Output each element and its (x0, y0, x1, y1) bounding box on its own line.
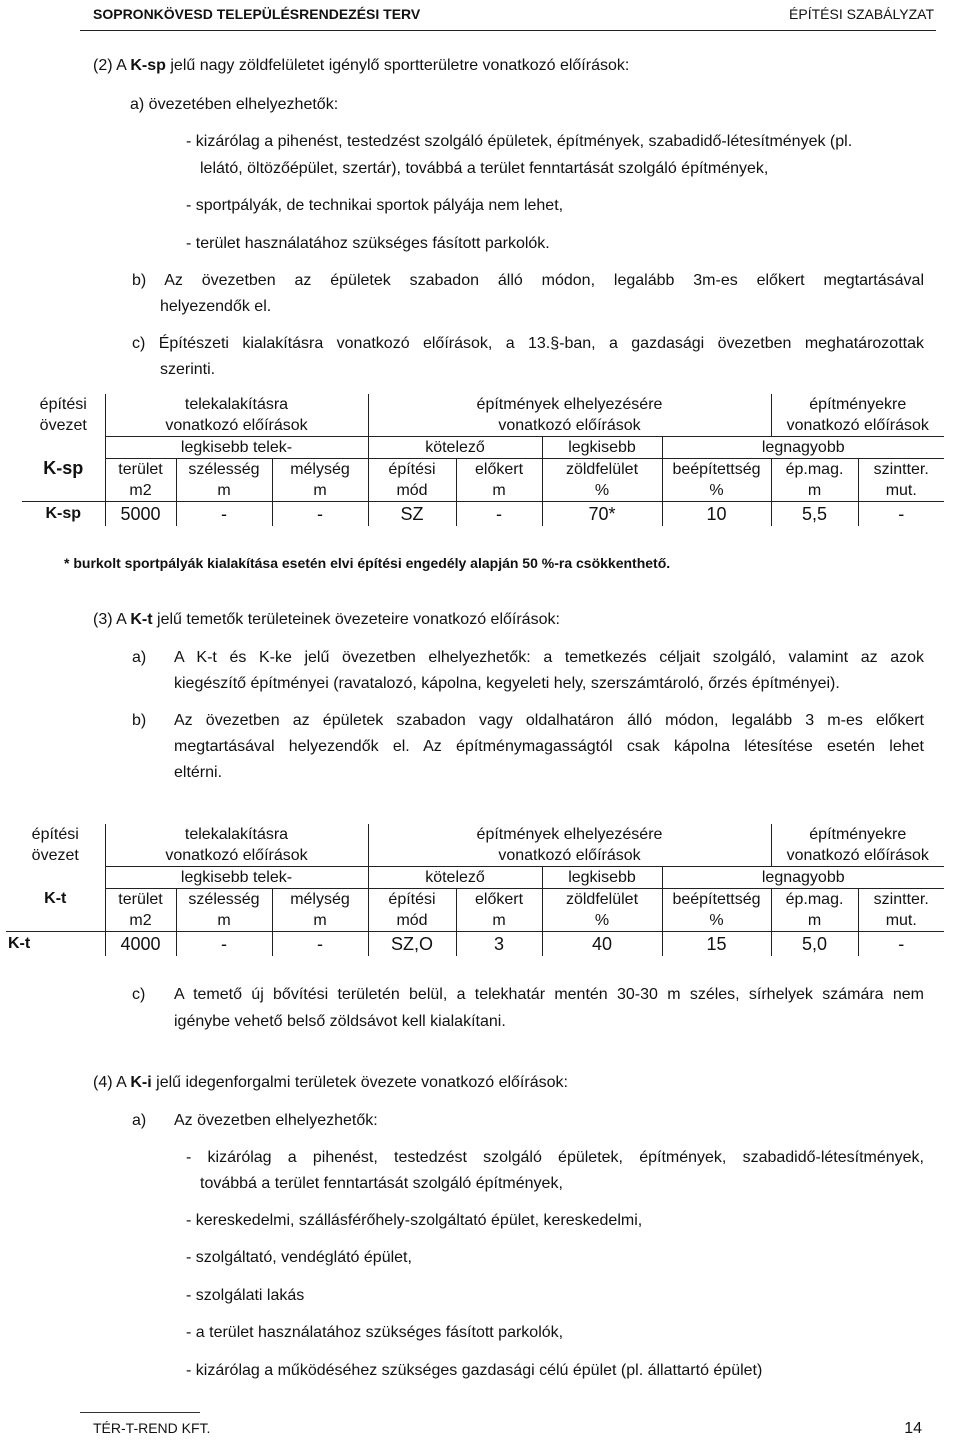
sec3-zone-code: K-t (130, 611, 153, 628)
sec4-intro (93, 1073, 568, 1093)
ksp-header-plot: telekalakításra vonatkozó előírások (105, 394, 368, 437)
kt-row-green: 40 (542, 932, 662, 957)
sec2-intro-rest: jelű nagy zöldfelületet igénylő sportterületre vonatkozó előírások: (165, 57, 630, 74)
sec2-item-1-cont: lelátó, öltözőépület, szertár), továbbá a terület fenntartását szolgáló építmények, (200, 160, 769, 177)
ksp-row-floor-ratio: - (858, 502, 944, 527)
kt-col-floor-ratio: szintter. mut. (873, 891, 929, 929)
ksp-sub-largest: legnagyobb (662, 437, 944, 459)
header-rule (80, 30, 936, 31)
ksp-col-frontyard: előkert m (456, 459, 542, 502)
footer-rule (80, 1412, 200, 1413)
ksp-zone-label: K-sp (22, 437, 105, 502)
sec3-intro-rest: jelű temetők területeinek övezeteire vonatkozó előírások: (152, 611, 560, 628)
sec4-item-1: - kizárólag a pihenést, testedzést szolgáló épületek, építmények, szabadidő-létesítmények, (186, 1149, 924, 1166)
sec3c-line1: A temető új bővítési területén belül, a telekhatár mentén 30-30 m széles, sírhelyek számára nem (174, 986, 924, 1003)
sec3-b-line2: megtartásával helyezendők el. Az építménymagasságtól csak kápolna létesítése esetén lehet (174, 738, 924, 755)
ksp-header-zone: építési övezet (22, 394, 105, 437)
ksp-row-depth: - (272, 502, 368, 527)
ksp-col-depth: mélység m (272, 459, 368, 502)
sec4-a-label: a) (132, 1112, 147, 1129)
ksp-row-coverage: 10 (662, 502, 771, 527)
ksp-col-green: zöldfelület % (542, 459, 662, 502)
kt-row-area: 4000 (105, 932, 176, 957)
page-number: 14 (904, 1420, 922, 1437)
kt-row-frontyard: 3 (456, 932, 542, 957)
ksp-col-mode: építési mód (368, 459, 456, 502)
ksp-col-coverage: beépítettség % (662, 459, 771, 502)
sec2-intro (93, 56, 629, 76)
kt-sub-smallest-plot: legkisebb telek- (105, 867, 368, 889)
footer-company: TÉR-T-REND KFT. (93, 1420, 211, 1436)
sec3-intro (93, 610, 560, 630)
ksp-col-floor-ratio: szintter. mut. (873, 461, 929, 499)
ksp-sub-smallest-plot: legkisebb telek- (105, 437, 368, 459)
sec2-item-3: - terület használatához szükséges fásított parkolók. (186, 235, 550, 252)
kt-col-height: ép.mag. m (771, 889, 858, 932)
ksp-header-placement: építmények elhelyezésére vonatkozó előírások (368, 394, 771, 437)
kt-sub-largest: legnagyobb (662, 867, 944, 889)
sec4-intro-rest: jelű idegenforgalmi területek övezete vonatkozó előírások: (151, 1074, 568, 1091)
kt-row-height: 5,0 (771, 932, 858, 957)
ksp-header-buildings: építményekre vonatkozó előírások (771, 394, 944, 437)
kt-row-depth: - (272, 932, 368, 957)
ksp-row-frontyard: - (456, 502, 542, 527)
sec2-item-2: - sportpályák, de technikai sportok pályája nem lehet, (186, 197, 564, 214)
sec3-intro-prefix: (3) A (93, 611, 131, 628)
ksp-row-width: - (176, 502, 272, 527)
kt-row-coverage: 15 (662, 932, 771, 957)
kt-header-buildings: építményekre vonatkozó előírások (771, 824, 944, 867)
kt-row-zone: K-t (6, 932, 105, 957)
document-header-section: ÉPÍTÉSI SZABÁLYZAT (789, 6, 934, 22)
ksp-row-height: 5,5 (771, 502, 858, 527)
sec4-item-6: - kizárólag a működéséhez szükséges gazdasági célú épület (pl. állattartó épület) (186, 1362, 763, 1379)
kt-col-width: szélesség m (176, 889, 272, 932)
sec4-item-4: - szolgálati lakás (186, 1287, 305, 1304)
kt-row-width: - (176, 932, 272, 957)
kt-regulation-table (6, 824, 944, 956)
sec2-a-title: a) övezetében elhelyezhetők: (130, 96, 339, 113)
kt-col-area: terület m2 (105, 889, 176, 932)
table-row (22, 502, 944, 527)
sec4-item-5: - a terület használatához szükséges fásított parkolók, (186, 1324, 564, 1341)
sec4-intro-prefix: (4) A (93, 1074, 131, 1091)
sec2-item-1: - kizárólag a pihenést, testedzést szolgáló épületek, építmények, szabadidő-létesítmények (pl. (186, 133, 853, 150)
sec4-a-text: Az övezetben elhelyezhetők: (174, 1112, 378, 1129)
kt-col-frontyard: előkert m (456, 889, 542, 932)
sec2-c-line1: c) Építészeti kialakításra vonatkozó előírások, a 13.§-ban, a gazdasági övezetben meghatározottak (132, 335, 924, 352)
ksp-row-green: 70* (542, 502, 662, 527)
ksp-footnote: * burkolt sportpályák kialakítása esetén elvi építési engedély alapján 50 %-ra csökkenthető. (64, 555, 671, 571)
sec4-zone-code: K-i (130, 1074, 152, 1091)
ksp-col-height: ép.mag. m (771, 459, 858, 502)
sec2-c-line2: szerinti. (160, 361, 216, 378)
ksp-row-zone: K-sp (22, 502, 105, 527)
kt-header-zone: építési övezet (6, 824, 105, 867)
kt-header-plot: telekalakításra vonatkozó előírások (105, 824, 368, 867)
kt-row-mode: SZ,O (368, 932, 456, 957)
sec3-b-line3: eltérni. (174, 764, 223, 781)
sec4-item-1-cont: továbbá a terület fenntartását szolgáló építmények, (200, 1175, 563, 1192)
kt-zone-label: K-t (6, 867, 105, 932)
sec2-zone-code: K-sp (130, 57, 166, 74)
ksp-sub-smallest: legkisebb (542, 437, 662, 459)
ksp-sub-mandatory: kötelező (368, 437, 542, 459)
sec3-a-label: a) (132, 649, 147, 666)
ksp-regulation-table (22, 394, 944, 526)
ksp-col-width: szélesség m (176, 459, 272, 502)
sec2-b-line1: b) Az övezetben az épületek szabadon álló módon, legalább 3m-es előkert megtartásával (132, 272, 924, 289)
kt-col-depth: mélység m (272, 889, 368, 932)
ksp-row-area: 5000 (105, 502, 176, 527)
kt-col-mode: építési mód (368, 889, 456, 932)
sec3-a-line1: A K-t és K-ke jelű övezetben elhelyezhetők: a temetkezés céljait szolgáló, valamint az azok (174, 649, 924, 666)
document-header-title: SOPRONKÖVESD TELEPÜLÉSRENDEZÉSI TERV (93, 6, 421, 22)
kt-col-green: zöldfelület % (542, 889, 662, 932)
kt-sub-mandatory: kötelező (368, 867, 542, 889)
table-row (6, 932, 944, 957)
sec3-b-label: b) (132, 712, 147, 729)
sec3c-line2: igénybe vehető belső zöldsávot kell kialakítani. (174, 1013, 506, 1030)
ksp-row-mode: SZ (368, 502, 456, 527)
kt-col-coverage: beépítettség % (662, 889, 771, 932)
sec3-b-line1: Az övezetben az épületek szabadon vagy oldalhatáron álló módon, legalább 3 m-es előkert (174, 712, 924, 729)
sec3c-label: c) (132, 986, 146, 1003)
kt-row-floor-ratio: - (858, 932, 944, 957)
sec2-b-line2: helyezendők el. (160, 298, 272, 315)
sec4-item-3: - szolgáltató, vendéglátó épület, (186, 1249, 412, 1266)
sec4-item-2: - kereskedelmi, szállásférőhely-szolgáltató épület, kereskedelmi, (186, 1212, 643, 1229)
sec2-intro-prefix: (2) A (93, 57, 131, 74)
kt-sub-smallest: legkisebb (542, 867, 662, 889)
kt-header-placement: építmények elhelyezésére vonatkozó előírások (368, 824, 771, 867)
ksp-col-area: terület m2 (105, 459, 176, 502)
sec3-a-line2: kiegészítő építményei (ravatalozó, kápolna, kegyeleti hely, szerszámtároló, őrzés építményei). (174, 675, 840, 692)
